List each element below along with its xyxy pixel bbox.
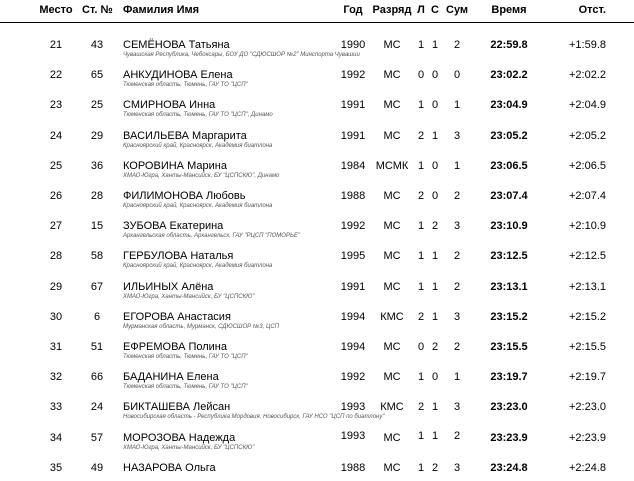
row-place: 29 [49,280,63,293]
table-header [0,0,634,23]
sport-rank: МС [383,69,401,82]
misses-total: 2 [453,190,461,202]
athlete-organization: ХМАО-Югра, Ханты-Мансийск, БУ "ЦСПСКЮ" [123,293,255,300]
athlete-organization: Красноярский край, Красноярск, Академия биатлона [123,263,273,270]
table-row [0,88,634,118]
row-bib: 51 [90,341,104,353]
misses-standing: 1 [431,39,439,51]
misses-lying: 1 [417,250,425,263]
misses-lying: 1 [417,461,425,474]
athlete-name: АНКУДИНОВА Елена [123,69,233,82]
athlete-name: ЗУБОВА Екатерина [123,220,224,233]
time-behind: +2:12.5 [568,250,606,263]
misses-standing: 0 [431,69,439,82]
header-place: Место [39,4,73,16]
row-bib: 43 [90,39,104,51]
misses-lying: 1 [417,159,425,172]
misses-total: 2 [453,39,461,51]
athlete-name: БИКТАШЕВА Лейсан [123,401,231,414]
misses-standing: 1 [431,429,439,442]
row-bib: 58 [90,250,104,263]
time-behind: +2:10.9 [568,220,606,233]
misses-total: 2 [453,341,461,353]
sport-rank: МС [383,371,401,384]
row-place: 23 [49,99,63,112]
athlete-organization: Чувашская Республика, Чебоксары, БОУ ДО "СДЮСШОР №2" Минспорта Чувашии [123,52,360,58]
misses-total: 3 [453,310,461,323]
athlete-organization: ХМАО-Югра, Ханты-Мансийск, БУ "ЦСПСКЮ" [123,444,255,451]
finish-time: 23:15.2 [490,310,528,323]
misses-lying: 0 [417,69,425,82]
table-row [0,451,634,481]
athlete-name: СМИРНОВА Инна [123,99,216,112]
athlete-organization: Тюменская область, Тюмень, ГАУ ТО "ЦСП" [123,354,248,360]
misses-standing: 0 [431,371,439,384]
misses-lying: 2 [417,129,425,142]
time-behind: +2:15.5 [568,341,606,353]
misses-lying: 2 [417,190,425,202]
header-lying: Л [417,4,425,16]
row-place: 32 [49,371,63,384]
athlete-organization: Тюменская область, Тюмень, ГАУ ТО "ЦСП" [123,384,248,391]
misses-total: 3 [453,129,461,142]
table-row [0,28,634,58]
misses-total: 1 [453,371,461,384]
table-row [0,300,634,330]
row-place: 33 [49,401,63,414]
birth-year: 1991 [340,99,366,112]
time-behind: +1:59.8 [568,39,606,51]
sport-rank: МС [383,461,401,474]
misses-lying: 1 [417,371,425,384]
time-behind: +2:02.2 [568,69,606,82]
row-bib: 28 [90,190,104,202]
row-bib: 36 [90,159,104,172]
row-bib: 29 [90,129,104,142]
finish-time: 23:10.9 [490,220,528,233]
finish-time: 23:12.5 [490,250,528,263]
misses-total: 3 [453,401,461,414]
misses-standing: 0 [431,190,439,202]
finish-time: 23:23.0 [490,401,528,414]
birth-year: 1991 [340,129,366,142]
sport-rank: МС [383,431,401,444]
row-place: 28 [49,250,63,263]
birth-year: 1994 [340,341,366,353]
athlete-name: ЕГОРОВА Анастасия [123,310,231,323]
finish-time: 22:59.8 [490,39,528,51]
athlete-organization: Новосибирская область - Республика Мордовия, Новосибирск, ГАУ НСО "ЦСП по биатлону" [123,414,385,421]
row-place: 24 [49,129,63,142]
misses-total: 3 [453,461,461,474]
birth-year: 1993 [340,401,366,414]
table-row [0,390,634,420]
birth-year: 1984 [340,159,366,172]
finish-time: 23:19.7 [490,371,528,384]
misses-lying: 2 [417,310,425,323]
row-bib: 66 [90,371,104,384]
header-sum: Сум [446,4,469,16]
sport-rank: МС [383,280,401,293]
misses-standing: 0 [431,159,439,172]
table-row [0,149,634,179]
row-place: 35 [49,461,63,474]
misses-total: 2 [453,280,461,293]
birth-year: 1992 [340,69,366,82]
time-behind: +2:15.2 [568,310,606,323]
misses-total: 0 [453,69,461,82]
athlete-name: ФИЛИМОНОВА Любовь [123,190,246,202]
row-place: 34 [49,431,63,444]
misses-total: 2 [453,250,461,263]
athlete-name: БАДАНИНА Елена [123,371,219,384]
row-bib: 65 [90,69,104,82]
athlete-name: МОРОЗОВА Надежда [123,431,236,444]
misses-total: 1 [453,159,461,172]
finish-time: 23:07.4 [490,190,528,202]
time-behind: +2:23.9 [568,431,606,444]
birth-year: 1995 [340,250,366,263]
sport-rank: МС [383,190,401,202]
birth-year: 1990 [340,39,366,51]
table-row [0,179,634,209]
finish-time: 23:15.5 [490,341,528,353]
misses-lying: 1 [417,39,425,51]
header-name: Фамилия Имя [123,4,200,16]
table-row [0,360,634,390]
athlete-organization: Тюменская область, Тюмень, ГАУ ТО "ЦСП" [123,82,248,89]
birth-year: 1992 [340,371,366,384]
time-behind: +2:19.7 [568,371,606,384]
misses-standing: 2 [431,461,439,474]
athlete-organization: Мурманская область, Мурманск, СДЮСШОР №3, ЦСП [123,323,279,330]
time-behind: +2:06.5 [568,159,606,172]
misses-standing: 2 [431,220,439,233]
athlete-organization: Красноярский край, Красноярск, Академия биатлона [123,142,273,149]
row-place: 25 [49,159,63,172]
misses-standing: 1 [431,310,439,323]
birth-year: 1993 [340,429,366,442]
table-row [0,119,634,149]
table-row [0,209,634,239]
row-place: 26 [49,190,63,202]
birth-year: 1991 [340,280,366,293]
sport-rank: МС [383,220,401,233]
sport-rank: КМС [380,310,404,323]
header-standing: С [431,4,439,16]
time-behind: +2:04.9 [568,99,606,112]
finish-time: 23:24.8 [490,461,528,474]
time-behind: +2:07.4 [568,190,606,202]
athlete-organization: Архангельская область, Архангельск, ГАУ "РЦСП "ПОМОРЬЕ" [123,233,301,240]
time-behind: +2:13.1 [568,280,606,293]
athlete-name: КОРОВИНА Марина [123,159,227,172]
row-bib: 24 [90,401,104,414]
row-bib: 25 [90,99,104,112]
sport-rank: МС [383,99,401,112]
finish-time: 23:23.9 [490,431,528,444]
misses-lying: 2 [417,401,425,414]
sport-rank: КМС [380,401,404,414]
misses-lying: 1 [417,99,425,112]
table-row [0,270,634,300]
row-bib: 6 [93,310,101,323]
birth-year: 1994 [340,310,366,323]
table-row [0,421,634,451]
athlete-name: ИЛЬИНЫХ Алёна [123,280,214,293]
misses-lying: 1 [417,429,425,442]
finish-time: 23:06.5 [490,159,528,172]
table-row [0,239,634,269]
header-bib: Ст. № [82,4,113,16]
athlete-name: ГЕРБУЛОВА Наталья [123,250,234,263]
header-year: Год [343,4,363,16]
time-behind: +2:23.0 [568,401,606,414]
athlete-name: ВАСИЛЬЕВА Маргарита [123,129,247,142]
athlete-name: НАЗАРОВА Ольга [123,461,216,474]
sport-rank: МС [383,129,401,142]
misses-standing: 2 [431,341,439,353]
time-behind: +2:24.8 [568,461,606,474]
misses-lying: 1 [417,280,425,293]
athlete-organization: Красноярский край, Красноярск, Академия биатлона [123,203,273,209]
misses-lying: 1 [417,220,425,233]
row-bib: 67 [90,280,104,293]
sport-rank: МСМК [375,159,409,172]
birth-year: 1992 [340,220,366,233]
misses-standing: 1 [431,129,439,142]
table-row [0,330,634,360]
table-row [0,58,634,88]
birth-year: 1988 [340,461,366,474]
misses-total: 3 [453,220,461,233]
misses-standing: 1 [431,250,439,263]
row-bib: 15 [90,220,104,233]
misses-standing: 1 [431,280,439,293]
athlete-name: СЕМЁНОВА Татьяна [123,39,230,51]
row-bib: 57 [90,431,104,444]
row-place: 31 [49,341,63,353]
finish-time: 23:04.9 [490,99,528,112]
birth-year: 1988 [340,190,366,202]
header-time: Время [491,4,527,16]
misses-lying: 0 [417,341,425,353]
row-place: 27 [49,220,63,233]
misses-total: 1 [453,99,461,112]
misses-standing: 1 [431,401,439,414]
finish-time: 23:02.2 [490,69,528,82]
row-place: 22 [49,69,63,82]
sport-rank: МС [383,250,401,263]
finish-time: 23:13.1 [490,280,528,293]
header-rank: Разряд [372,4,412,16]
time-behind: +2:05.2 [568,129,606,142]
row-bib: 49 [90,461,104,474]
finish-time: 23:05.2 [490,129,528,142]
misses-total: 2 [453,429,461,442]
row-place: 30 [49,310,63,323]
sport-rank: МС [383,341,401,353]
row-place: 21 [49,39,63,51]
athlete-organization: ХМАО-Югра, Ханты-Мансийск, БУ "ЦСПСКЮ", Динамо [123,172,280,179]
header-gap: Отст. [578,4,606,16]
sport-rank: МС [383,39,401,51]
athlete-name: ЕФРЕМОВА Полина [123,341,227,353]
athlete-organization: Тюменская область, Тюмень, ГАУ ТО "ЦСП", Динамо [123,112,273,119]
misses-standing: 0 [431,99,439,112]
